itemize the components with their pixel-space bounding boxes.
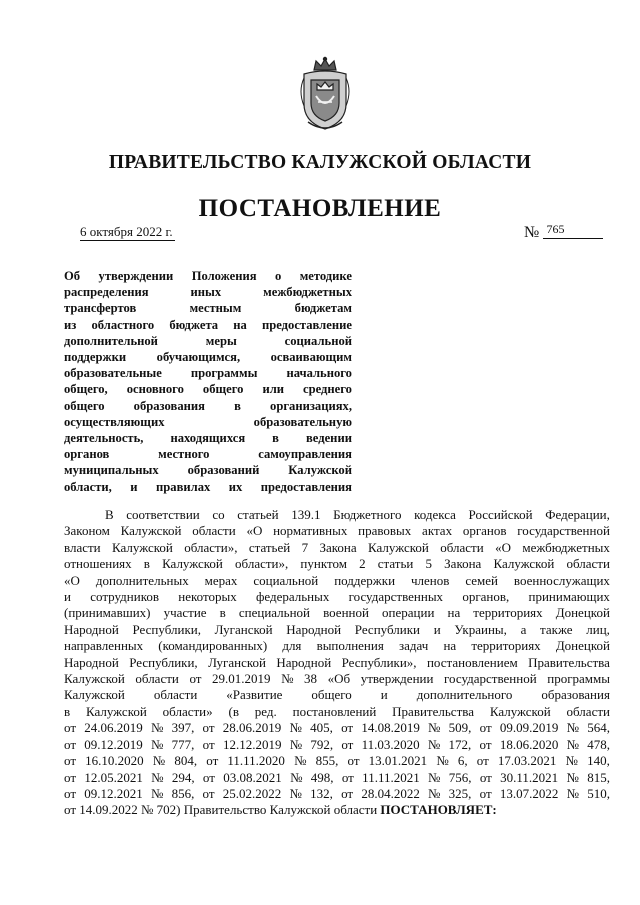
subject-line: образовательные программы начального (64, 366, 352, 381)
subject-line: общего, основного общего или среднего (64, 382, 352, 397)
body-line: Народной Республики, Луганской Народной Республики», постановлением Правительства (64, 654, 610, 670)
subject-line: области, и правилах их предоставления (64, 479, 352, 494)
body-line: и сотрудников некоторых федеральных государственных органов, принимающих (64, 589, 610, 605)
document-subject (64, 268, 352, 495)
body-line-final (64, 802, 610, 818)
subject-line: Об утверждении Положения о методике (64, 269, 352, 283)
body-line: Калужской области «Развитие общего и дополнительного образования (64, 687, 610, 703)
body-line: В соответствии со статьей 139.1 Бюджетного кодекса Российской Федерации, (105, 507, 610, 522)
document-body (64, 507, 610, 819)
coat-of-arms-emblem (296, 56, 354, 132)
document-number (524, 220, 603, 242)
number-value: 765 (543, 220, 603, 239)
body-line: Калужской области от 29.01.2019 № 38 «Об утверждении государственной программы (64, 671, 610, 687)
body-line: от 12.05.2021 № 294, от 03.08.2021 № 498, от 11.11.2021 № 756, от 30.11.2021 № 815, (64, 769, 610, 785)
document-date: 6 октября 2022 г. (80, 224, 173, 239)
subject-line: трансфертов местным бюджетам (64, 301, 352, 316)
subject-line: из областного бюджета на предоставление (64, 317, 352, 332)
subject-line: осуществляющих образовательную (64, 414, 352, 429)
subject-line: деятельность, находящихся в ведении (64, 431, 352, 446)
subject-line: муниципальных образований Калужской (64, 463, 352, 478)
number-sign: № (524, 224, 540, 241)
subject-line: распределения иных межбюджетных (64, 285, 352, 300)
body-line: Народной Республики, Луганской Народной Республики и Украины, а также лиц, (64, 621, 610, 637)
body-line: от 16.10.2020 № 804, от 11.11.2020 № 855, от 13.01.2021 № 6, от 17.03.2021 № 140, (64, 753, 610, 769)
body-line: в Калужской области» (в ред. постановлений Правительства Калужской области (64, 703, 610, 719)
body-line: Законом Калужской области «О нормативных правовых актах органов государственной (64, 523, 610, 539)
body-line: отношениях в Калужской области», пунктом 2 статьи 5 Закона Калужской области (64, 556, 610, 572)
body-line: направленных (командированных) для выполнения задач на территориях Донецкой (64, 638, 610, 654)
subject-line: органов местного самоуправления (64, 447, 352, 462)
resolves-keyword: ПОСТАНОВЛЯЕТ: (380, 802, 497, 818)
body-final-text: от 14.09.2022 № 702) Правительство Калужской области (64, 802, 381, 818)
body-line: «О дополнительных мерах социальной поддержки членов семей военнослужащих (64, 572, 610, 588)
subject-line: общего образования в организациях, (64, 398, 352, 413)
document-type-title: ПОСТАНОВЛЕНИЕ (198, 195, 442, 222)
subject-line: дополнительной меры социальной (64, 333, 352, 348)
government-title: ПРАВИТЕЛЬСТВО КАЛУЖСКОЙ ОБЛАСТИ (108, 152, 532, 173)
subject-line: поддержки обучающимся, осваивающим (64, 350, 352, 365)
body-line: (принимавших) участие в специальной военной операции на территориях Донецкой (64, 605, 610, 621)
body-line: от 09.12.2021 № 856, от 25.02.2022 № 132, от 28.04.2022 № 325, от 13.07.2022 № 510, (64, 785, 610, 801)
body-line: от 24.06.2019 № 397, от 28.06.2019 № 405, от 14.08.2019 № 509, от 09.09.2019 № 564, (64, 720, 610, 736)
body-line: власти Калужской области», статьей 7 Закона Калужской области «О межбюджетных (64, 539, 610, 555)
body-line: от 09.12.2019 № 777, от 12.12.2019 № 792, от 11.03.2020 № 172, от 18.06.2020 № 478, (64, 736, 610, 752)
